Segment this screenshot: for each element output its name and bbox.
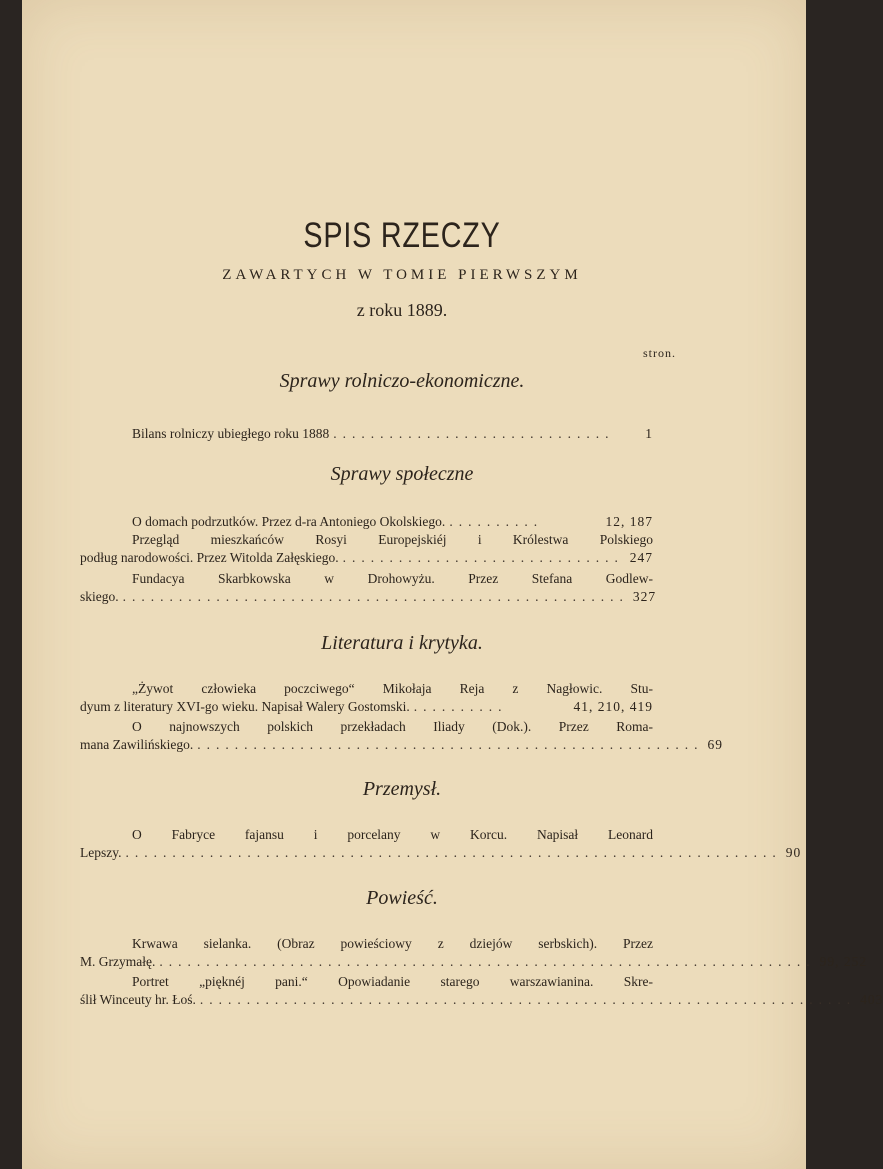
entry-pages: 327: [632, 589, 657, 604]
toc-line: [80, 588, 657, 606]
entry-pages: 403: [860, 992, 883, 1007]
entry-text: Lepszy.: [80, 845, 122, 860]
leader-dots: ..............................: [333, 426, 615, 441]
toc-entry: [80, 680, 653, 716]
entry-pages: 41, 210, 419: [573, 699, 653, 714]
entry-text: O domach podrzutków. Przez d-ra Antoniego Okolskiego.: [132, 514, 446, 529]
entry-pages: 69: [707, 737, 723, 752]
section-heading: Sprawy rolniczo-ekonomiczne.: [279, 370, 525, 392]
entry-text: Fundacya Skarbkowska w Drohowyżu. Przez Stefana Godlew-: [132, 571, 653, 586]
entry-text: „Żywot człowieka poczciwego“ Mikołaja Reja z Nagłowic. Stu-: [132, 681, 653, 696]
toc-line: [80, 953, 868, 971]
leader-dots: ..............................: [342, 550, 624, 565]
toc-line: [80, 513, 653, 531]
entry-pages: 99, 252: [819, 954, 868, 969]
section-heading: Sprawy społeczne: [330, 463, 474, 485]
entry-text: O najnowszych polskich przekładach Iliady (Dok.). Przez Roma-: [132, 719, 653, 734]
document-page: [22, 0, 883, 1169]
page-year: z roku 1889.: [356, 300, 448, 320]
entry-pages: 90: [785, 845, 802, 860]
toc-entry: [80, 425, 653, 443]
entry-pages: 1: [645, 426, 653, 441]
toc-line: [80, 991, 883, 1009]
toc-entry: [80, 826, 802, 862]
toc-line: [80, 549, 653, 567]
leader-dots: ..........: [449, 514, 544, 529]
leader-dots: ......................................................................: [159, 954, 816, 969]
page-title: SPIS RZECZY: [303, 216, 501, 255]
toc-line: [80, 698, 653, 716]
entry-text: ślił Winceuty hr. Łoś.: [80, 992, 196, 1007]
toc-entry: [80, 531, 653, 567]
entry-pages: 12, 187: [605, 514, 653, 529]
toc-entry: [80, 973, 883, 1009]
leader-dots: ......................................................: [197, 737, 704, 752]
toc-entry: [80, 718, 723, 754]
entry-text: podług narodowości. Przez Witolda Załęskiego.: [80, 550, 339, 565]
entry-text: dyum z literatury XVI-go wieku. Napisał Walery Gostomski.: [80, 699, 410, 714]
entry-text: M. Grzymałę.: [80, 954, 156, 969]
entry-text: mana Zawilińskiego.: [80, 737, 194, 752]
toc-entry: [80, 935, 868, 971]
toc-entry: [80, 570, 657, 606]
leader-dots: ......................................................: [122, 589, 629, 604]
section-heading: Literatura i krytyka.: [321, 632, 483, 654]
leader-dots: ......................................................................: [125, 845, 782, 860]
entry-text: Bilans rolniczy ubiegłego roku 1888: [132, 426, 330, 441]
pages-column-label: stron.: [643, 346, 676, 360]
entry-text: skiego.: [80, 589, 119, 604]
toc-line: [80, 736, 723, 754]
toc-line: [80, 844, 802, 862]
section-heading: Przemysł.: [362, 778, 442, 800]
entry-text: Przegląd mieszkańców Rosyi Europejskiéj i Królestwa Polskiego: [132, 532, 653, 547]
toc-entry: [80, 513, 653, 531]
entry-text: O Fabryce fajansu i porcelany w Korcu. Napisał Leonard: [132, 827, 653, 842]
page-subtitle: ZAWARTYCH W TOMIE PIERWSZYM: [222, 267, 582, 283]
section-heading: Powieść.: [366, 887, 438, 909]
leader-dots: ..........: [413, 699, 508, 714]
entry-text: Krwawa sielanka. (Obraz powieściowy z dziejów serbskich). Przez: [132, 936, 653, 951]
leader-dots: ......................................................................: [199, 992, 857, 1007]
toc-line: [80, 425, 653, 443]
entry-pages: 247: [629, 550, 653, 565]
entry-text: Portret „pięknéj pani.“ Opowiadanie starego warszawianina. Skre-: [132, 974, 653, 989]
